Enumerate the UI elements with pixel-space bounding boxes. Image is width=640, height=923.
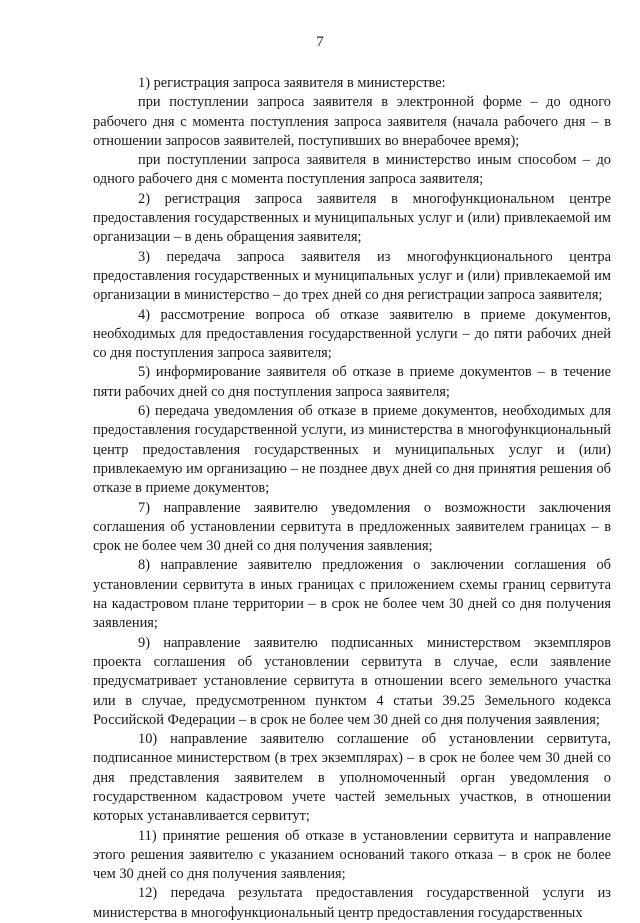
paragraph: 4) рассмотрение вопроса об отказе заявителю в приеме документов, необходимых для предоставления государственной услуги – до пяти рабочих дней со дня поступления запроса заявителя; xyxy=(93,306,611,362)
paragraph: 9) направление заявителю подписанных министерством экземпляров проекта соглашения об установлении сервитута в случае, если заявление предусматривает установление сервитута в отношении всего земельного участка или в случае, предусмотренном пунктом 4 статьи 39.25 Земельного кодекса Российской Федерации – в срок не более чем 30 дней со дня получения заявления; xyxy=(93,634,611,728)
paragraph: 8) направление заявителю предложения о заключении соглашения об установлении сервитута в иных границах с приложением схемы границ сервитута на кадастровом плане территории – в срок не более чем 30 дней со дня получения заявления; xyxy=(93,557,611,632)
page-number: 7 xyxy=(316,34,324,50)
paragraph: 6) передача уведомления об отказе в приеме документов, необходимых для предоставления государственной услуги, из министерства в многофункциональный центр предоставления государственных и муниципальных услуг и (или) привлекаемую им организацию – не позднее двух дней со дня принятия решения об отказе в приеме документов; xyxy=(93,403,611,497)
paragraph: 12) передача результата предоставления государственной услуги из министерства в многофункциональный центр предоставления государственных xyxy=(93,885,611,921)
paragraph: при поступлении запроса заявителя в министерство иным способом – до одного рабочего дня с момента поступления запроса заявителя; xyxy=(93,152,611,188)
paragraph: 10) направление заявителю соглашение об установлении сервитута, подписанное министерством (в трех экземплярах) – в срок не более чем 30 дней со дня представления заявителем в уполномоченный орган уведомления о государственном кадастровом учете частей земельных участков, в отношении которых устанавливается сервитут; xyxy=(93,731,611,825)
paragraph: 2) регистрация запроса заявителя в многофункциональном центре предоставления государственных и муниципальных услуг и (или) привлекаемой им организации – в день обращения заявителя; xyxy=(93,190,611,246)
document-body xyxy=(93,74,611,923)
paragraph: 11) принятие решения об отказе в установлении сервитута и направление этого решения заявителю с указанием оснований такого отказа – в срок не более чем 30 дней со дня получения заявления; xyxy=(93,827,611,883)
paragraph: 3) передача запроса заявителя из многофункционального центра предоставления государственных и муниципальных услуг и (или) привлекаемой им организации в министерство – до трех дней со дня регистрации запроса заявителя; xyxy=(93,248,611,304)
paragraph: 5) информирование заявителя об отказе в приеме документов – в течение пяти рабочих дней со дня поступления запроса заявителя; xyxy=(93,364,611,400)
paragraph: 7) направление заявителю уведомления о возможности заключения соглашения об установлении сервитута в предложенных заявителем границах – в срок не более чем 30 дней со дня получения заявления; xyxy=(93,499,611,555)
paragraph: при поступлении запроса заявителя в электронной форме – до одного рабочего дня с момента поступления запроса заявителя (начала рабочего дня – в отношении запросов заявителей, поступивших во внерабочее время); xyxy=(93,94,611,149)
paragraph: 1) регистрация запроса заявителя в министерстве: xyxy=(138,75,446,91)
